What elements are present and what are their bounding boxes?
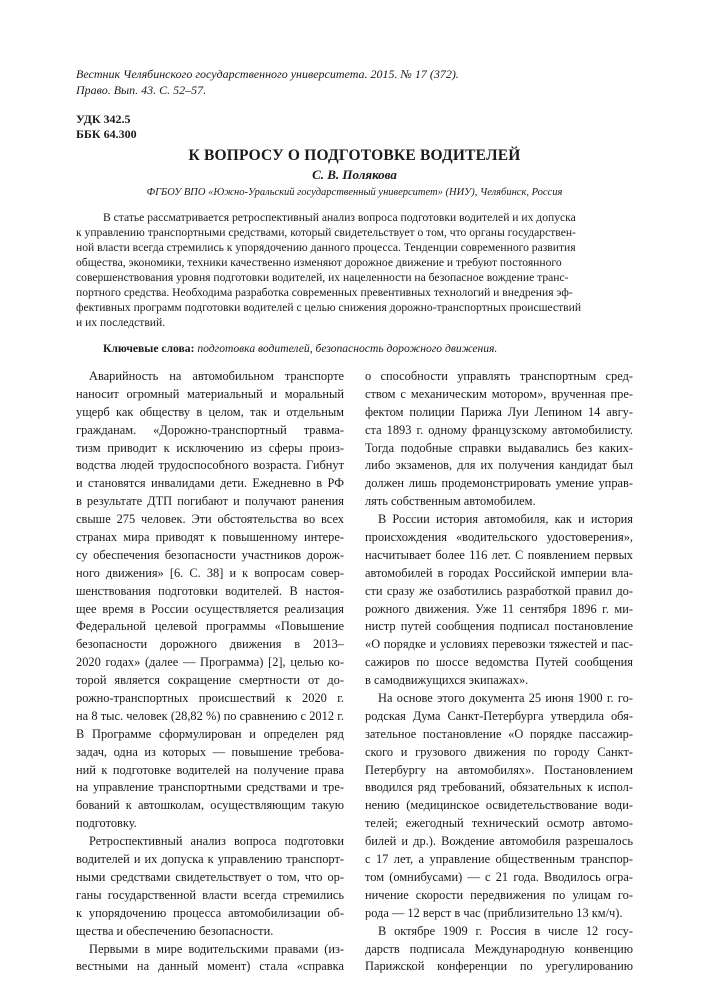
body-text-line: ущерб как обществу в целом, так и отдельным xyxy=(76,404,344,419)
body-text-line: бований к автошколам, осуществляющим такую xyxy=(76,798,344,813)
body-text-line: В Программе сформулирован и определен ряд xyxy=(76,726,344,741)
body-text-line: ными средствами свидетельствует о том, что ор- xyxy=(76,869,344,884)
body-text-line: к упорядочению процесса автомобилизации об- xyxy=(76,905,344,920)
article-title: К ВОПРОСУ О ПОДГОТОВКЕ ВОДИТЕЛЕЙ xyxy=(188,147,521,164)
abstract-line: общества, экономики, техники качественно изменяют дорожное движение и требуют постоянного xyxy=(76,256,562,270)
udk-code: УДК 342.5 xyxy=(76,112,131,126)
body-text-line: фектом полиции Парижа Луи Лепином 14 авгу- xyxy=(365,404,633,419)
body-text-line: о способности управлять транспортным сред- xyxy=(365,369,633,383)
body-text-line: щества и обеспечению безопасности. xyxy=(76,923,274,938)
body-text-line: с 17 лет, а управление общественным транспор- xyxy=(365,852,633,867)
bbk-code: ББК 64.300 xyxy=(76,127,137,141)
body-text-line: зательное постановление «О порядке пассажир- xyxy=(365,726,633,741)
abstract-line: портного средства. Необходима разработка современных превентивных технологий и внедрения эф- xyxy=(76,286,573,300)
body-text-line: странах мира приводят к повышенному интере- xyxy=(76,530,344,545)
author-affiliation: ФГБОУ ВПО «Южно-Уральский государственный университет» (НИУ), Челябинск, Россия xyxy=(146,187,563,198)
body-text-line: родская Дума Санкт-Петербурга утвердила обя- xyxy=(365,708,633,723)
abstract-line: ной власти всегда стремились к упорядочению данного процесса. Тенденции современного развития xyxy=(76,241,576,255)
body-column-left xyxy=(76,368,344,976)
body-text-line: ний к подготовке водителей на получение права xyxy=(76,762,344,777)
body-text-line: нению (медицинское освидетельствование води- xyxy=(365,798,633,813)
body-text-line: насчитывает более 116 лет. С появлением первых xyxy=(365,547,633,562)
body-text-line: сти сразу же озаботились разработкой правил до- xyxy=(365,583,633,598)
classification-codes xyxy=(76,112,137,142)
body-text-line: наносит огромный материальный и моральный xyxy=(76,386,344,401)
abstract-line: и их последствий. xyxy=(76,316,166,330)
body-text-line: гражданам. «Дорожно-транспортный травма- xyxy=(76,422,344,437)
abstract-line: фективных программ подготовки водителей с целью снижения дорожно-транспортных происшествий xyxy=(76,301,582,315)
keywords xyxy=(103,341,633,356)
body-text-line: Петербургу на автомобилях». Постановлением xyxy=(365,762,633,777)
body-text-line: в самодвижущихся экипажах». xyxy=(365,673,529,688)
body-text-line: Ретроспективный анализ вопроса подготовки xyxy=(89,834,344,849)
body-text-line: лять собственным автомобилем. xyxy=(365,494,536,509)
body-text-line: свыше 275 человек. Эти обстоятельства во всех xyxy=(76,512,344,527)
body-text-line: безопасности дорожного движения в 2013– xyxy=(76,637,344,652)
journal-citation-line: Право. Вып. 43. С. 52–57. xyxy=(76,83,207,97)
body-text-line: том (омнибусами) — с 21 года. Вводилось огра- xyxy=(365,869,633,884)
body-text-line: водства людей трудоспособного возраста. Гибнут xyxy=(76,458,344,473)
journal-citation-line: Вестник Челябинского государственного университета. 2015. № 17 (372). xyxy=(76,67,459,81)
body-text-line: либо экзаменов, для их получения кандидат был xyxy=(365,458,633,473)
body-text-line: телей; ежегодный технический осмотр автомо- xyxy=(365,816,633,831)
keywords-label: Ключевые слова: xyxy=(103,342,195,355)
body-text-line: сажиров по шоссе ведомства Путей сообщения xyxy=(365,655,633,670)
article-author: С. В. Полякова xyxy=(312,167,397,182)
abstract-line: В статье рассматривается ретроспективный анализ вопроса подготовки водителей и их допуска xyxy=(103,211,576,224)
body-text-line: автомобилей в городах Российской империи вла- xyxy=(365,565,633,580)
body-text-line: дарств подписала Международную конвенцию xyxy=(365,941,633,956)
body-text-line: На основе этого документа 25 июня 1900 г. го- xyxy=(378,691,633,706)
body-text-line: ганы государственной власти всегда стремились xyxy=(76,887,344,902)
body-text-line: в результате ДТП погибают и получают ранения xyxy=(76,494,344,509)
body-text-line: подготовку. xyxy=(76,816,137,831)
body-text-line: на управление транспортными средствами и тре- xyxy=(76,780,344,795)
body-text-line: рожно-транспортных происшествий к 2020 г. xyxy=(76,691,344,706)
body-text-line: на 8 тыс. человек (28,82 %) по сравнению с 2012 г. xyxy=(76,708,344,723)
body-text-line: ста 1893 г. одному французскому автомобилисту. xyxy=(365,422,633,437)
body-text-line: рода — 12 верст в час (приблизительно 13 км/ч). xyxy=(365,905,623,920)
body-text-line: Тогда подобные справки выдавались без каких- xyxy=(365,440,633,455)
keywords-value: подготовка водителей, безопасность дорожного движения. xyxy=(197,342,498,355)
body-text-line: Федеральной целевой программы «Повышение xyxy=(76,619,344,634)
body-text-line: ного движения» [6. С. 38] и к вопросам совер- xyxy=(76,565,344,580)
body-text-line: тизм приводит к исключению из сферы произ- xyxy=(76,440,344,455)
body-text-line: Парижской конференции по урегулированию xyxy=(365,959,633,974)
body-text-line: водителей и их допуска к управлению транспорт- xyxy=(76,852,344,867)
body-text-line: Первыми в мире водительскими правами (из- xyxy=(89,941,344,956)
body-text-line: су обеспечения безопасности участников дорож- xyxy=(76,547,344,562)
body-text-line: билей и др.). Вождение автомобиля разрешалось xyxy=(365,834,633,849)
body-text-line: происхождения «водительского удостоверения», xyxy=(365,530,633,545)
body-text-line: задач, одна из которых — повышение требова- xyxy=(76,744,344,759)
body-text-line: «О порядке и условиях перевозки тяжестей и пас- xyxy=(365,637,633,652)
abstract-line: к управлению транспортными средствами, который свидетельствует о том, что органы государствен- xyxy=(76,226,576,240)
body-text-line: В октябре 1909 г. Россия в числе 12 госу- xyxy=(378,923,633,938)
body-text-line: Аварийность на автомобильном транспорте xyxy=(89,369,344,383)
body-text-line: ничение скорости передвижения по улицам го- xyxy=(365,887,633,902)
body-text-line: нистр путей сообщения подписал постановление xyxy=(365,619,633,634)
body-text-line: и становятся инвалидами дети. Ежедневно в РФ xyxy=(76,476,344,491)
body-text-line: ского и грузового движения по городу Санкт- xyxy=(365,744,633,759)
body-text-line: ством с механическим мотором», врученная пре- xyxy=(365,386,633,401)
body-text-line: рожного движения. Уже 11 сентября 1896 г. ми- xyxy=(365,601,633,616)
body-text-line: В России история автомобиля, как и история xyxy=(378,512,633,527)
abstract-line: совершенствования уровня подготовки водителей, их нацеленности на безопасное вождение транс- xyxy=(76,271,569,285)
body-text-line: должен лишь продемонстрировать умение управ- xyxy=(365,476,633,491)
body-text-line: торой является сокращение смертности от до- xyxy=(76,673,344,688)
body-text-line: 2020 годах» (далее — Программа) [2], целью ко- xyxy=(76,655,344,670)
journal-citation xyxy=(76,66,636,98)
body-text-line: щее время в России осуществляется реализация xyxy=(76,601,344,616)
abstract xyxy=(76,210,633,330)
body-text-line: шенствования подготовки водителей. В настоя- xyxy=(76,583,344,598)
body-text-line: вводился ряд требований, обязательных к испол- xyxy=(365,780,633,795)
body-column-right xyxy=(365,368,633,976)
body-text-line: вестными на данный момент) стала «справка xyxy=(76,959,344,974)
